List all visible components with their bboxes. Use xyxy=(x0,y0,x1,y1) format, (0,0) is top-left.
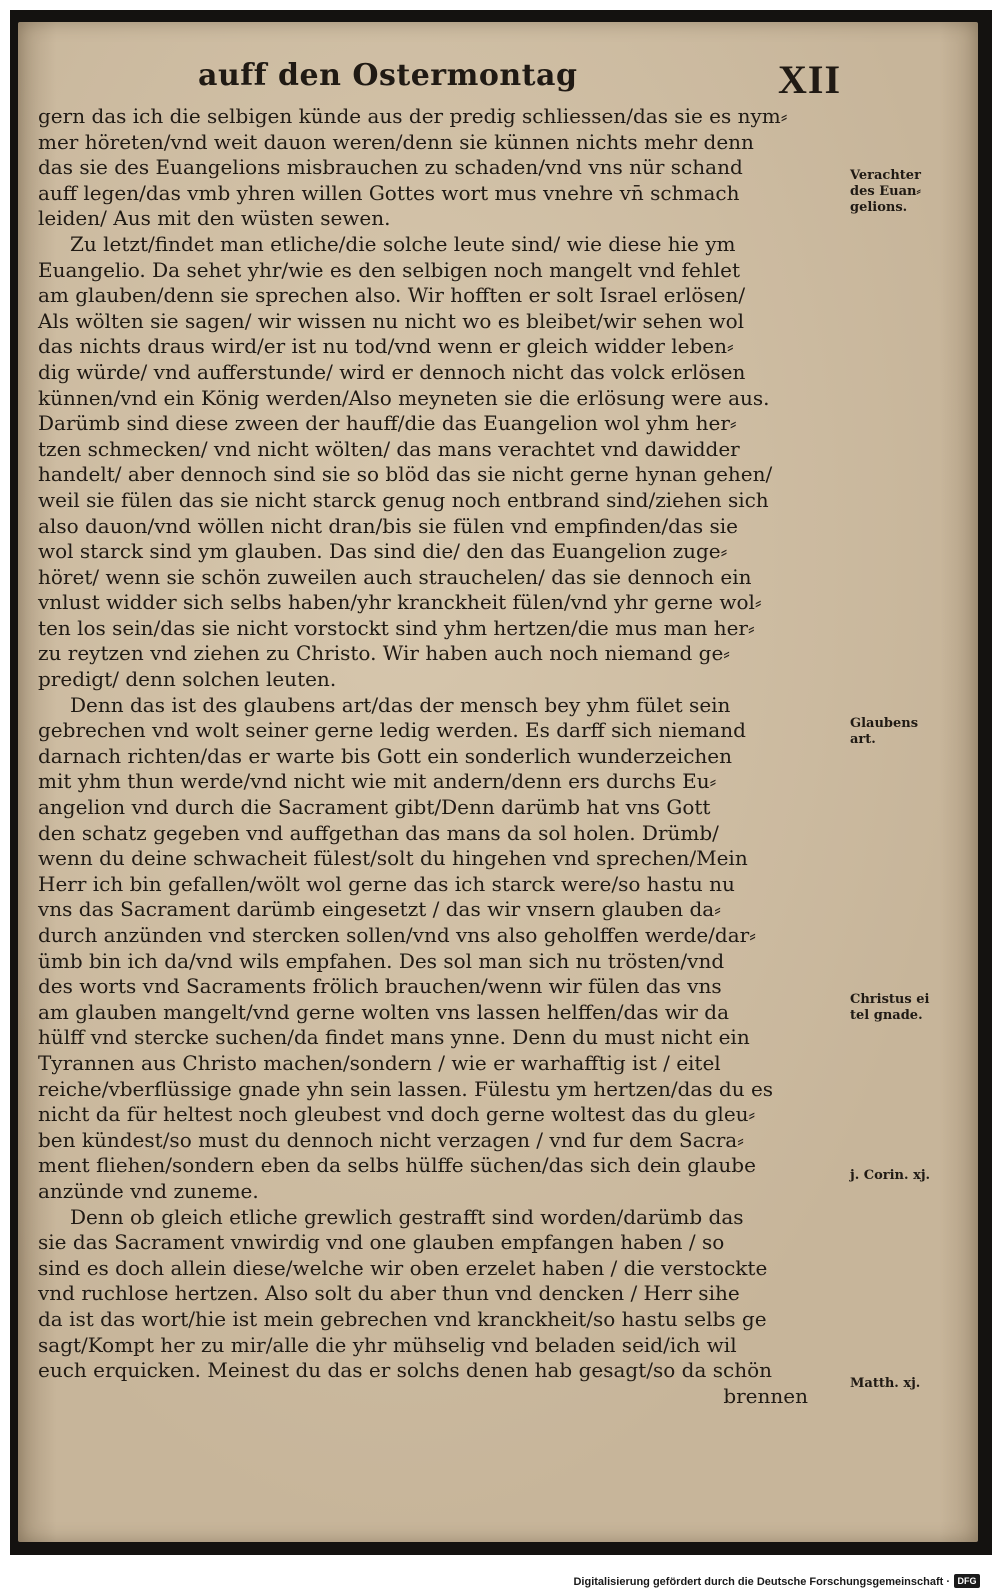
text-line: das nichts draus wird/er ist nu tod/vnd wenn er gleich widder leben⸗ xyxy=(38,334,734,359)
text-line: höret/ wenn sie schön zuweilen auch strauchelen/ das sie dennoch ein xyxy=(38,564,752,589)
text-line: ümb bin ich da/vnd wils empfahen. Des sol man sich nu trösten/vnd xyxy=(38,948,725,973)
text-line: sagt/Kompt her zu mir/alle die yhr mühselig vnd beladen seid/ich wil xyxy=(38,1332,737,1357)
text-line: vnd ruchlose hertzen. Also solt du aber thun vnd dencken / Herr sihe xyxy=(38,1281,740,1306)
margin-note-glaubens-art: Glaubens art. xyxy=(850,716,919,747)
text-line: durch anzünden vnd stercken sollen/vnd vns also geholffen werde/dar⸗ xyxy=(38,923,756,947)
text-line: Denn ob gleich etliche grewlich gestrafft sind worden/darümb das xyxy=(70,1204,744,1229)
text-line: sie das Sacrament vnwirdig vnd one glauben empfangen haben / so xyxy=(38,1230,725,1255)
dfg-logo: DFG xyxy=(954,1574,980,1588)
text-line: am glauben mangelt/vnd gerne wolten vns lassen helffen/das wir da xyxy=(38,999,729,1024)
text-line: vns das Sacrament darümb eingesetzt / das wir vnsern glauben da⸗ xyxy=(38,897,721,922)
text-line: reiche/vberflüssige gnade yhn sein lassen. Fülestu ym hertzen/das du es xyxy=(38,1076,774,1101)
page-number: XII xyxy=(778,57,842,102)
text-line: angelion vnd durch die Sacrament gibt/Denn darümb hat vns Gott xyxy=(38,795,711,820)
text-line: also dauon/vnd wöllen nicht dran/bis sie fülen vnd empfinden/das sie xyxy=(38,513,738,538)
body-text xyxy=(38,104,838,1409)
margin-note-christus: Christus ei tel gnade. xyxy=(850,992,930,1023)
text-line: künnen/vnd ein König werden/Also meyneten sie die erlösung were aus. xyxy=(38,385,770,410)
margin-note-matthew: Matth. xj. xyxy=(850,1376,921,1391)
text-line: anzünde vnd zuneme. xyxy=(38,1178,259,1203)
text-line: Denn das ist des glaubens art/das der mensch bey yhm fület sein xyxy=(70,692,731,717)
text-line: da ist das wort/hie ist mein gebrechen vnd kranckheit/so hastu selbs ge xyxy=(38,1306,767,1331)
text-line: ten los sein/das sie nicht vorstockt sind yhm hertzen/die mus man her⸗ xyxy=(38,615,755,640)
text-line: das sie des Euangelions misbrauchen zu schaden/vnd vns nür schand xyxy=(38,155,743,180)
text-line: ben kündest/so must du dennoch nicht verzagen / vnd fur dem Sacra⸗ xyxy=(38,1127,744,1152)
margin-note-verachter: Verachter des Euan⸗ gelions. xyxy=(850,168,921,215)
text-line: handelt/ aber dennoch sind sie so blöd das sie nicht gerne hynan gehen/ xyxy=(38,462,773,487)
text-line: mer höreten/vnd weit dauon weren/denn sie künnen nichts mehr denn xyxy=(38,129,754,154)
text-line: am glauben/denn sie sprechen also. Wir hofften er solt Israel erlösen/ xyxy=(38,283,746,308)
text-line: wenn du deine schwacheit fülest/solt du hingehen vnd sprechen/Mein xyxy=(38,846,748,871)
text-line: auff legen/das vmb yhren willen Gottes wort mus vnehre vn̄ schmach xyxy=(38,180,740,205)
text-line: Zu letzt/findet man etliche/die solche leute sind/ wie diese hie ym xyxy=(70,231,736,256)
running-head: auff den Ostermontag xyxy=(198,58,578,93)
text-line: Tyrannen aus Christo machen/sondern / wie er warhafftig ist / eitel xyxy=(38,1050,721,1075)
text-line: Als wölten sie sagen/ wir wissen nu nicht wo es bleibet/wir sehen wol xyxy=(38,308,745,333)
text-line: ment fliehen/sondern eben da selbs hülffe süchen/das sich dein glaube xyxy=(38,1153,756,1178)
text-line: predigt/ denn solchen leuten. xyxy=(38,667,337,692)
text-line: wol starck sind ym glauben. Das sind die/ den das Euangelion zuge⸗ xyxy=(38,539,728,564)
text-line: Herr ich bin gefallen/wölt wol gerne das ich starck were/so hastu nu xyxy=(38,871,735,896)
text-line: Darümb sind diese zween der hauff/die das Euangelion wol yhm her⸗ xyxy=(38,411,737,436)
text-line: mit yhm thun werde/vnd nicht wie mit andern/denn ers durchs Eu⸗ xyxy=(38,769,717,794)
text-line: euch erquicken. Meinest du das er solchs denen hab gesagt/so da schön xyxy=(38,1358,772,1383)
text-line: gebrechen vnd wolt seiner gerne ledig werden. Es darff sich niemand xyxy=(38,718,746,743)
text-line: vnlust widder sich selbs haben/yhr kranckheit fülen/vnd yhr gerne wol⸗ xyxy=(38,590,762,615)
text-line: den schatz gegeben vnd auffgethan das mans da sol holen. Drümb/ xyxy=(38,820,719,845)
text-line: des worts vnd Sacraments frölich brauchen/wenn wir fülen das vns xyxy=(38,974,722,999)
text-line: brennen xyxy=(723,1383,808,1408)
text-line: leiden/ Aus mit den wüsten sewen. xyxy=(38,206,391,231)
margin-note-corinthians: j. Corin. xj. xyxy=(850,1168,931,1183)
text-line: weil sie fülen das sie nicht starck genug noch entbrand sind/ziehen sich xyxy=(38,487,769,512)
text-line: Euangelio. Da sehet yhr/wie es den selbigen noch mangelt vnd fehlet xyxy=(38,257,741,282)
text-line: dig würde/ vnd aufferstunde/ wird er dennoch nicht das volck erlösen xyxy=(38,359,746,384)
text-line: tzen schmecken/ vnd nicht wölten/ das mans verachtet vnd dawidder xyxy=(38,436,740,461)
text-line: sind es doch allein diese/welche wir oben erzelet haben / die verstockte xyxy=(38,1255,768,1280)
footer-credit: Digitalisierung gefördert durch die Deutsche Forschungsgemeinschaft · xyxy=(573,1576,950,1588)
text-line: darnach richten/das er warte bis Gott ein sonderlich wunderzeichen xyxy=(38,743,733,768)
text-line: gern das ich die selbigen künde aus der predig schliessen/das sie es nym⸗ xyxy=(38,104,788,128)
text-line: nicht da für heltest noch gleubest vnd doch gerne woltest das du gleu⸗ xyxy=(38,1102,756,1127)
text-line: hülff vnd stercke suchen/da findet mans ynne. Denn du must nicht ein xyxy=(38,1025,750,1050)
text-line: zu reytzen vnd ziehen zu Christo. Wir haben auch noch niemand ge⸗ xyxy=(38,641,730,666)
